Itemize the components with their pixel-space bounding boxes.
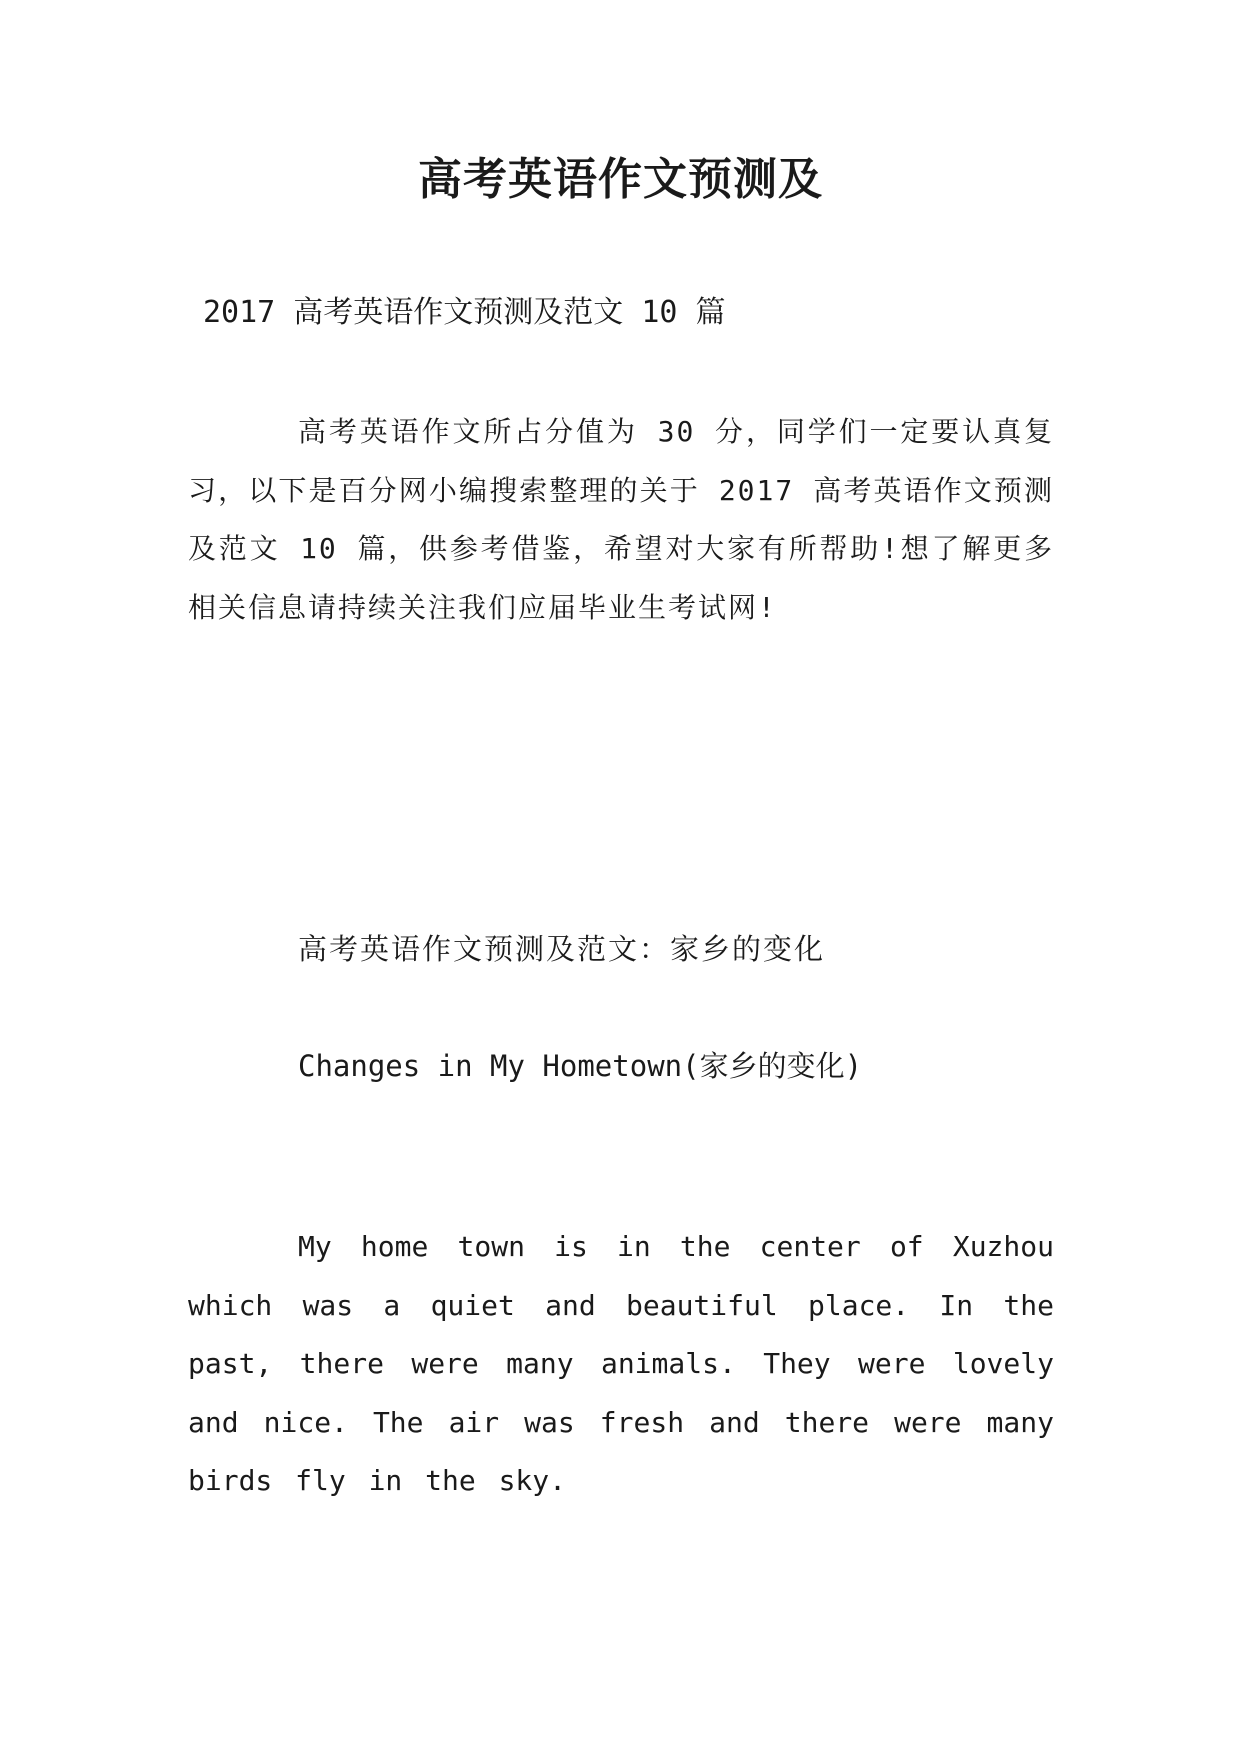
document-title: 高考英语作文预测及	[418, 154, 823, 205]
document-subtitle: 2017 高考英语作文预测及范文 10 篇	[203, 295, 726, 330]
essay-title: Changes in My Hometown(家乡的变化)	[298, 1049, 863, 1083]
intro-paragraph: 高考英语作文所占分值为 30 分，同学们一定要认真复习，以下是百分网小编搜索整理的关于 2017 高考英语作文预测及范文 10 篇，供参考借鉴，希望对大家有所帮助!想了解更多相关信息请持续关注我们应届毕业生考试网!	[188, 415, 1054, 624]
essay-paragraph: My home town is in the center of Xuzhou which was a quiet and beautiful place. In the past, there were many animals. They were lovely and nice. The air was fresh and there were many birds fly in the sky.	[188, 1230, 1054, 1497]
essay-heading: 高考英语作文预测及范文：家乡的变化	[298, 932, 826, 966]
